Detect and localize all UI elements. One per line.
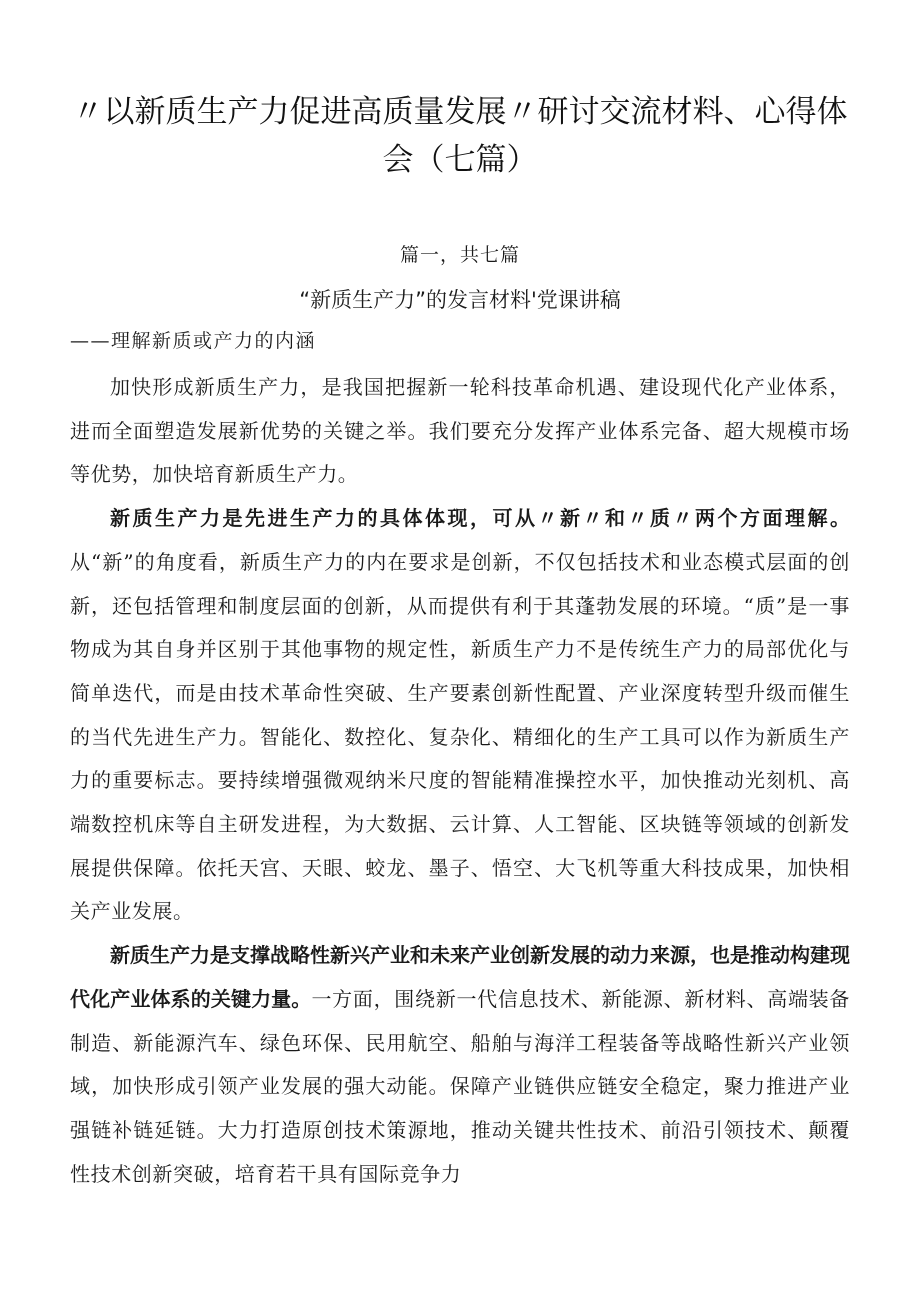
paragraph-lead: 新质生产力是先进生产力的具体体现，可从〃新〃和〃质〃两个方面理解。 (110, 506, 850, 531)
paragraph (70, 497, 850, 934)
paragraph (70, 934, 850, 1196)
paragraph (70, 366, 850, 497)
dash-heading: ——理解新质或产力的内涵 (70, 330, 317, 352)
paragraph-text: 一方面，围绕新一代信息技术、新能源、新材料、高端装备制造、新能源汽车、绿色环保、民用航空、船舶与海洋工程装备等战略性新兴产业领域，加快形成引领产业发展的强大动能。保障产业链供应链安全稳定，聚力推进产业强链补链延链。大力打造原创技术策源地，推动关键共性技术、前沿引领技术、颠覆性技术创新突破，培育若干具有国际竞争力 (70, 986, 851, 1186)
paragraph-lead: 新质生产力是支撑战略性新兴产业和未来产业创新发展的动力来源，也是推动构建现代化产业体系的关键力量。 (70, 943, 850, 1011)
paragraph-text: 从“新”的角度看，新质生产力的内在要求是创新，不仅包括技术和业态模式层面的创新，还包括管理和制度层面的创新，从而提供有利于其蓬勃发展的环境。“质”是一事物成为其自身并区别于其他事物的规定性，新质生产力不是传统生产力的局部优化与简单迭代，而是由技术革命性突破、生产要素创新性配置、产业深度转型升级而催生的当代先进生产力。智能化、数控化、复杂化、精细化的生产工具可以作为新质生产力的重要标志。要持续增强微观纳米尺度的智能精准操控水平，加快推动光刻机、高端数控机床等自主研发进程，为大数据、云计算、人工智能、区块链等领域的创新发展提供保障。依托天宫、天眼、蛟龙、墨子、悟空、大飞机等重大科技成果，加快相关产业发展。 (70, 549, 850, 924)
chapter-label: 篇一，共七篇 (399, 244, 520, 266)
section-subtitle: “新质生产力”的发言材料'党课讲稿 (299, 288, 621, 312)
paragraph-text: 加快形成新质生产力，是我国把握新一轮科技革命机遇、建设现代化产业体系，进而全面塑造发展新优势的关键之举。我们要充分发挥产业体系完备、超大规模市场等优势，加快培育新质生产力。 (70, 375, 850, 487)
document-body (70, 366, 850, 1196)
document-title: 〃以新质生产力促进高质量发展〃研讨交流材料、心得体会（七篇） (72, 94, 848, 178)
